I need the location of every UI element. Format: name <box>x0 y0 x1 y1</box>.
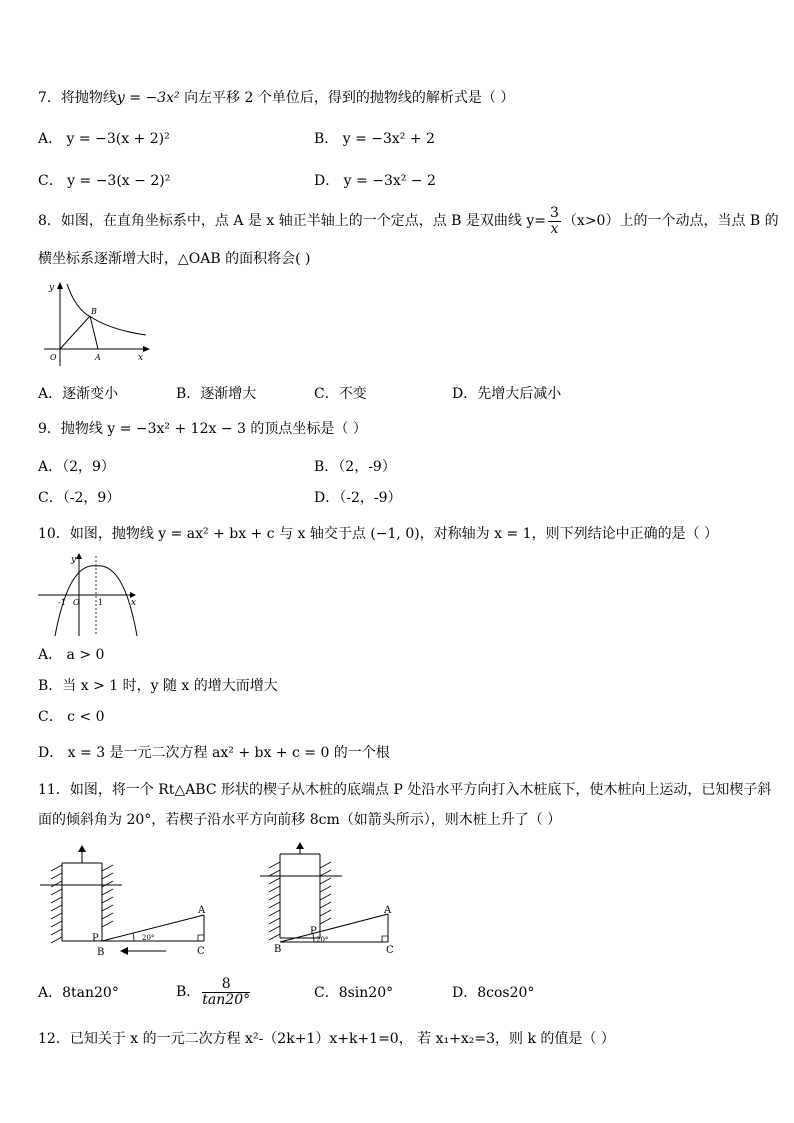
q9-option-d: D．（-2，-9） <box>314 490 402 506</box>
q11-right-p: P <box>310 926 317 937</box>
q8-frac-num: 3 <box>550 204 559 221</box>
q10-fig-neg1-label: -1 <box>58 598 66 607</box>
q11-option-b-num: 8 <box>202 977 250 993</box>
q8-stem-a: 8．如图，在直角坐标系中，点 A 是 x 轴正半轴上的一个定点，点 B 是双曲线 y= <box>38 213 546 229</box>
q11-option-c: C．8sin20° <box>314 985 394 1001</box>
q10-figure <box>36 552 140 638</box>
q11-option-b-den: tan20° <box>202 991 251 1008</box>
q8-fig-y-label: y <box>49 283 55 293</box>
q11-right-a: A <box>384 905 392 916</box>
q7-prefix: 7．将抛物线 <box>38 90 117 106</box>
q11-left-b: B <box>97 947 105 958</box>
q8-stem-b: （x>0）上的一个动点，当点 B 的 <box>562 213 779 229</box>
q10-fig-one-label: 1 <box>98 598 104 607</box>
q8-option-c: C．不变 <box>314 386 367 402</box>
q11-figure-right <box>256 840 412 958</box>
q11-option-b <box>176 974 252 1010</box>
q8-frac-den: x <box>550 220 559 237</box>
q8-stem-line2: 横坐标系逐渐增大时，△OAB 的面积将会( ) <box>38 251 311 267</box>
q7-option-d: D． y = −3x² − 2 <box>314 173 436 189</box>
q7-option-b: B． y = −3x² + 2 <box>314 131 435 147</box>
q8-stem-line1 <box>38 203 779 239</box>
q8-fig-a-label: A <box>95 353 101 362</box>
q8-fig-x-label: x <box>138 353 144 363</box>
q10-stem: 10．如图，抛物线 y = ax² + bx + c 与 x 轴交于点 (−1, 0)，对称轴为 x = 1，则下列结论中正确的是（ ） <box>38 526 719 542</box>
q10-option-c: C． c < 0 <box>38 709 105 725</box>
q11-option-b-label: B． <box>176 984 201 1000</box>
q10-option-b: B．当 x > 1 时，y 随 x 的增大而增大 <box>38 678 278 694</box>
q11-right-angle: 20° <box>316 936 329 944</box>
q10-fig-x-label: x <box>131 598 137 608</box>
q11-option-a: A．8tan20° <box>38 985 119 1001</box>
q8-fig-b-label: B <box>91 307 97 316</box>
q11-right-c: C <box>386 945 394 956</box>
q7-stem <box>38 89 514 107</box>
q9-option-b: B．（2，-9） <box>314 459 396 475</box>
q9-option-c: C．（-2，9） <box>38 490 121 506</box>
q9-stem: 9．抛物线 y = −3x² + 12x − 3 的顶点坐标是（ ） <box>38 421 367 437</box>
q8-option-d: D．先增大后减小 <box>452 386 562 402</box>
q11-right-b: B <box>274 944 282 955</box>
q11-stem-line2: 面的倾斜角为 20°，若楔子沿水平方向前移 8cm（如箭头所示），则木桩上升了（ ） <box>38 812 562 828</box>
q9-option-a: A．（2，9） <box>38 459 115 475</box>
q11-left-a: A <box>198 905 206 916</box>
q11-left-c: C <box>197 946 205 957</box>
q10-option-a: A． a > 0 <box>38 647 105 663</box>
q11-left-angle: 20° <box>142 934 155 942</box>
q7-equation: y = −3x² <box>116 90 185 106</box>
q8-fraction <box>548 206 561 237</box>
q11-option-d: D．8cos20° <box>452 985 535 1001</box>
q10-fig-y-label: y <box>71 555 77 565</box>
q8-option-a: A．逐渐变小 <box>38 386 119 402</box>
q11-stem-line1: 11．如图，将一个 Rt△ABC 形状的楔子从木桩的底端点 P 处沿水平方向打入木桩底下，使木桩向上运动，已知楔子斜 <box>38 782 772 798</box>
q7-option-c: C． y = −3(x − 2)² <box>38 173 171 189</box>
q8-fig-o-label: O <box>50 353 57 362</box>
q10-option-d: D． x = 3 是一元二次方程 ax² + bx + c = 0 的一个根 <box>38 745 390 761</box>
q10-fig-o-label: O <box>73 598 80 607</box>
q7-option-a: A． y = −3(x + 2)² <box>38 131 170 147</box>
q7-suffix: 向左平移 2 个单位后，得到的抛物线的解析式是（ ） <box>184 90 515 106</box>
q11-left-p: P <box>92 933 99 944</box>
q8-option-b: B．逐渐增大 <box>176 386 257 402</box>
q12-stem: 12．已知关于 x 的一元二次方程 x²-（2k+1）x+k+1=0， 若 x₁+x₂=3，则 k 的值是（ ） <box>38 1031 615 1047</box>
q11-figure-left <box>36 843 226 961</box>
q8-figure <box>36 280 156 372</box>
q11-option-b-fraction <box>202 977 250 1008</box>
